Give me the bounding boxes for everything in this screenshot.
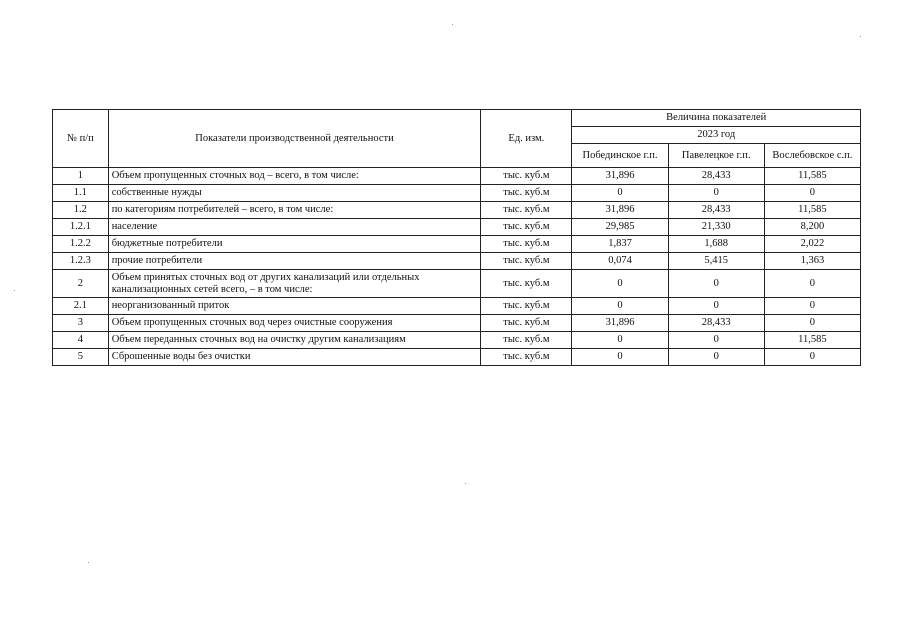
row-num: 5 bbox=[53, 349, 109, 366]
header-values-group: Величина показателей bbox=[572, 110, 861, 127]
row-num: 1.2.3 bbox=[53, 253, 109, 270]
row-value: 0 bbox=[668, 298, 764, 315]
table-row bbox=[53, 349, 861, 366]
row-value: 1,363 bbox=[764, 253, 860, 270]
header-unit: Ед. изм. bbox=[481, 110, 572, 168]
scan-speck bbox=[860, 36, 861, 37]
row-unit: тыс. куб.м bbox=[481, 298, 572, 315]
row-value: 11,585 bbox=[764, 168, 860, 185]
table-row bbox=[53, 168, 861, 185]
header-year: 2023 год bbox=[572, 127, 861, 144]
row-unit: тыс. куб.м bbox=[481, 349, 572, 366]
table-row bbox=[53, 236, 861, 253]
row-indicator: прочие потребители bbox=[108, 253, 481, 270]
row-value: 0 bbox=[572, 349, 668, 366]
row-indicator: Объем пропущенных сточных вод через очистные сооружения bbox=[108, 315, 481, 332]
row-indicator: население bbox=[108, 219, 481, 236]
row-value: 28,433 bbox=[668, 315, 764, 332]
row-value: 0 bbox=[572, 185, 668, 202]
row-value: 31,896 bbox=[572, 315, 668, 332]
table-row bbox=[53, 185, 861, 202]
table-row bbox=[53, 253, 861, 270]
row-unit: тыс. куб.м bbox=[481, 185, 572, 202]
row-num: 1 bbox=[53, 168, 109, 185]
row-unit: тыс. куб.м bbox=[481, 270, 572, 298]
row-unit: тыс. куб.м bbox=[481, 202, 572, 219]
row-unit: тыс. куб.м bbox=[481, 236, 572, 253]
row-value: 0 bbox=[668, 185, 764, 202]
scan-speck bbox=[452, 24, 453, 25]
table-row bbox=[53, 298, 861, 315]
row-unit: тыс. куб.м bbox=[481, 315, 572, 332]
row-num: 2.1 bbox=[53, 298, 109, 315]
row-num: 1.2 bbox=[53, 202, 109, 219]
scan-speck bbox=[465, 483, 466, 484]
row-value: 11,585 bbox=[764, 202, 860, 219]
row-num: 4 bbox=[53, 332, 109, 349]
header-indicator: Показатели производственной деятельности bbox=[108, 110, 481, 168]
row-num: 2 bbox=[53, 270, 109, 298]
row-value: 0 bbox=[764, 185, 860, 202]
row-value: 2,022 bbox=[764, 236, 860, 253]
row-value: 0 bbox=[764, 298, 860, 315]
row-value: 21,330 bbox=[668, 219, 764, 236]
header-settlement-pobedinskoe: Побединское г.п. bbox=[572, 144, 668, 168]
row-unit: тыс. куб.м bbox=[481, 219, 572, 236]
row-value: 28,433 bbox=[668, 202, 764, 219]
row-value: 1,688 bbox=[668, 236, 764, 253]
row-unit: тыс. куб.м bbox=[481, 253, 572, 270]
row-value: 0 bbox=[668, 332, 764, 349]
table-row bbox=[53, 202, 861, 219]
header-num: № п/п bbox=[53, 110, 109, 168]
row-value: 29,985 bbox=[572, 219, 668, 236]
row-indicator: Объем переданных сточных вод на очистку другим канализациям bbox=[108, 332, 481, 349]
row-num: 1.1 bbox=[53, 185, 109, 202]
row-num: 1.2.2 bbox=[53, 236, 109, 253]
row-value: 0 bbox=[668, 349, 764, 366]
row-value: 0 bbox=[572, 298, 668, 315]
row-unit: тыс. куб.м bbox=[481, 332, 572, 349]
row-indicator: Объем пропущенных сточных вод – всего, в том числе: bbox=[108, 168, 481, 185]
scan-speck bbox=[14, 290, 15, 291]
table-row bbox=[53, 315, 861, 332]
row-value: 11,585 bbox=[764, 332, 860, 349]
row-indicator: Объем принятых сточных вод от других канализаций или отдельных канализационных сетей всего, – в том числе: bbox=[108, 270, 481, 298]
row-value: 0 bbox=[668, 270, 764, 298]
row-unit: тыс. куб.м bbox=[481, 168, 572, 185]
row-value: 0 bbox=[764, 315, 860, 332]
row-value: 0,074 bbox=[572, 253, 668, 270]
row-indicator: по категориям потребителей – всего, в том числе: bbox=[108, 202, 481, 219]
table-row bbox=[53, 219, 861, 236]
row-value: 28,433 bbox=[668, 168, 764, 185]
scan-speck bbox=[88, 562, 89, 563]
row-indicator: собственные нужды bbox=[108, 185, 481, 202]
row-num: 1.2.1 bbox=[53, 219, 109, 236]
row-value: 0 bbox=[572, 332, 668, 349]
wastewater-indicators-table bbox=[52, 109, 861, 366]
row-value: 5,415 bbox=[668, 253, 764, 270]
row-value: 31,896 bbox=[572, 168, 668, 185]
row-value: 0 bbox=[764, 270, 860, 298]
row-indicator: неорганизованный приток bbox=[108, 298, 481, 315]
row-num: 3 bbox=[53, 315, 109, 332]
table-row bbox=[53, 270, 861, 298]
row-indicator: бюджетные потребители bbox=[108, 236, 481, 253]
row-value: 0 bbox=[572, 270, 668, 298]
row-value: 31,896 bbox=[572, 202, 668, 219]
header-settlement-voslebovskoe: Вослебовское с.п. bbox=[764, 144, 860, 168]
row-indicator: Сброшенные воды без очистки bbox=[108, 349, 481, 366]
row-value: 8,200 bbox=[764, 219, 860, 236]
row-value: 1,837 bbox=[572, 236, 668, 253]
row-value: 0 bbox=[764, 349, 860, 366]
table-row bbox=[53, 332, 861, 349]
header-settlement-paveletskoe: Павелецкое г.п. bbox=[668, 144, 764, 168]
